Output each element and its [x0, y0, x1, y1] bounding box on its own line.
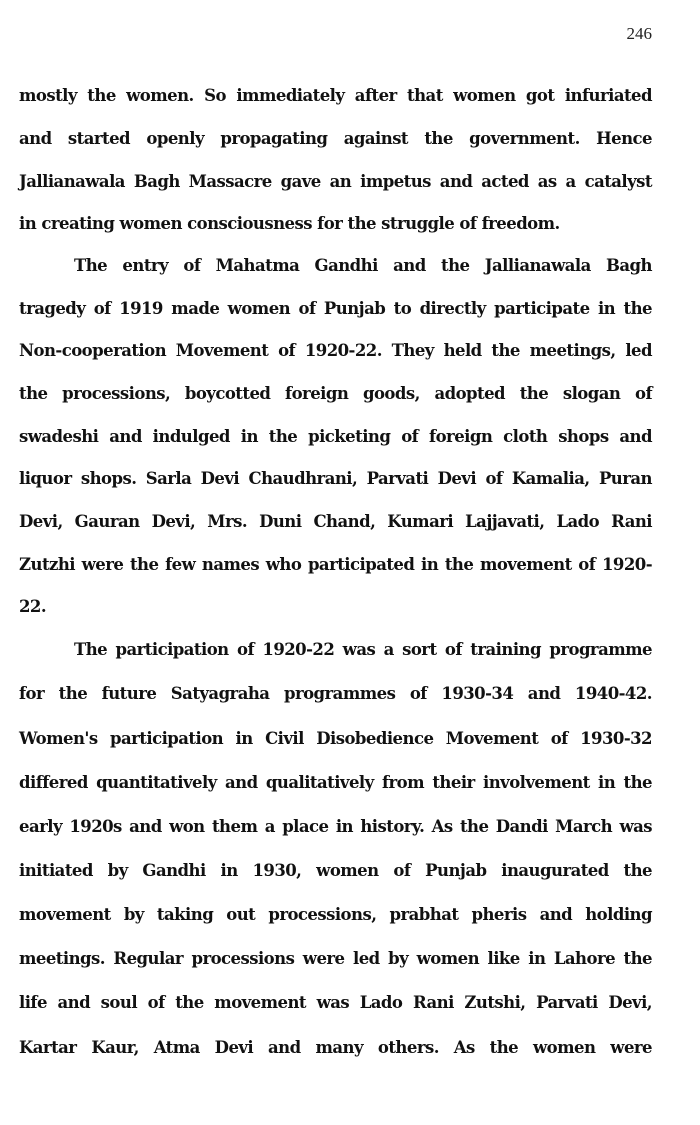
text-line: for the future Satyagraha programmes of 1930-34 and 1940-42. — [19, 684, 652, 703]
text-line: movement by taking out processions, prabhat pheris and holding — [19, 905, 652, 924]
text-line: liquor shops. Sarla Devi Chaudhrani, Parvati Devi of Kamalia, Puran — [19, 469, 652, 488]
page-number: 246 — [626, 24, 652, 43]
text-line: The entry of Mahatma Gandhi and the Jallianawala Bagh — [74, 256, 652, 275]
text-line: swadeshi and indulged in the picketing of foreign cloth shops and — [19, 427, 652, 446]
text-line: Women's participation in Civil Disobedience Movement of 1930-32 — [19, 729, 652, 748]
text-line: Zutzhi were the few names who participated in the movement of 1920- — [19, 555, 652, 574]
text-line: Kartar Kaur, Atma Devi and many others. As the women were — [19, 1038, 652, 1057]
text-line: and started openly propagating against the government. Hence — [19, 129, 652, 148]
text-line: initiated by Gandhi in 1930, women of Punjab inaugurated the — [19, 861, 652, 880]
text-line: in creating women consciousness for the struggle of freedom. — [19, 214, 560, 233]
text-line: 22. — [19, 597, 47, 616]
text-line: Non-cooperation Movement of 1920-22. They held the meetings, led — [19, 341, 652, 360]
text-line: tragedy of 1919 made women of Punjab to directly participate in the — [19, 299, 652, 318]
text-line: The participation of 1920-22 was a sort of training programme — [74, 640, 652, 659]
text-line: early 1920s and won them a place in history. As the Dandi March was — [19, 817, 652, 836]
text-line: differed quantitatively and qualitatively from their involvement in the — [19, 773, 652, 792]
text-line: Jallianawala Bagh Massacre gave an impetus and acted as a catalyst — [19, 172, 652, 191]
text-line: meetings. Regular processions were led by women like in Lahore the — [19, 949, 652, 968]
text-line: life and soul of the movement was Lado Rani Zutshi, Parvati Devi, — [19, 993, 652, 1012]
text-line: the processions, boycotted foreign goods, adopted the slogan of — [19, 384, 652, 403]
text-line: mostly the women. So immediately after that women got infuriated — [19, 86, 652, 105]
text-line: Devi, Gauran Devi, Mrs. Duni Chand, Kumari Lajjavati, Lado Rani — [19, 512, 652, 531]
